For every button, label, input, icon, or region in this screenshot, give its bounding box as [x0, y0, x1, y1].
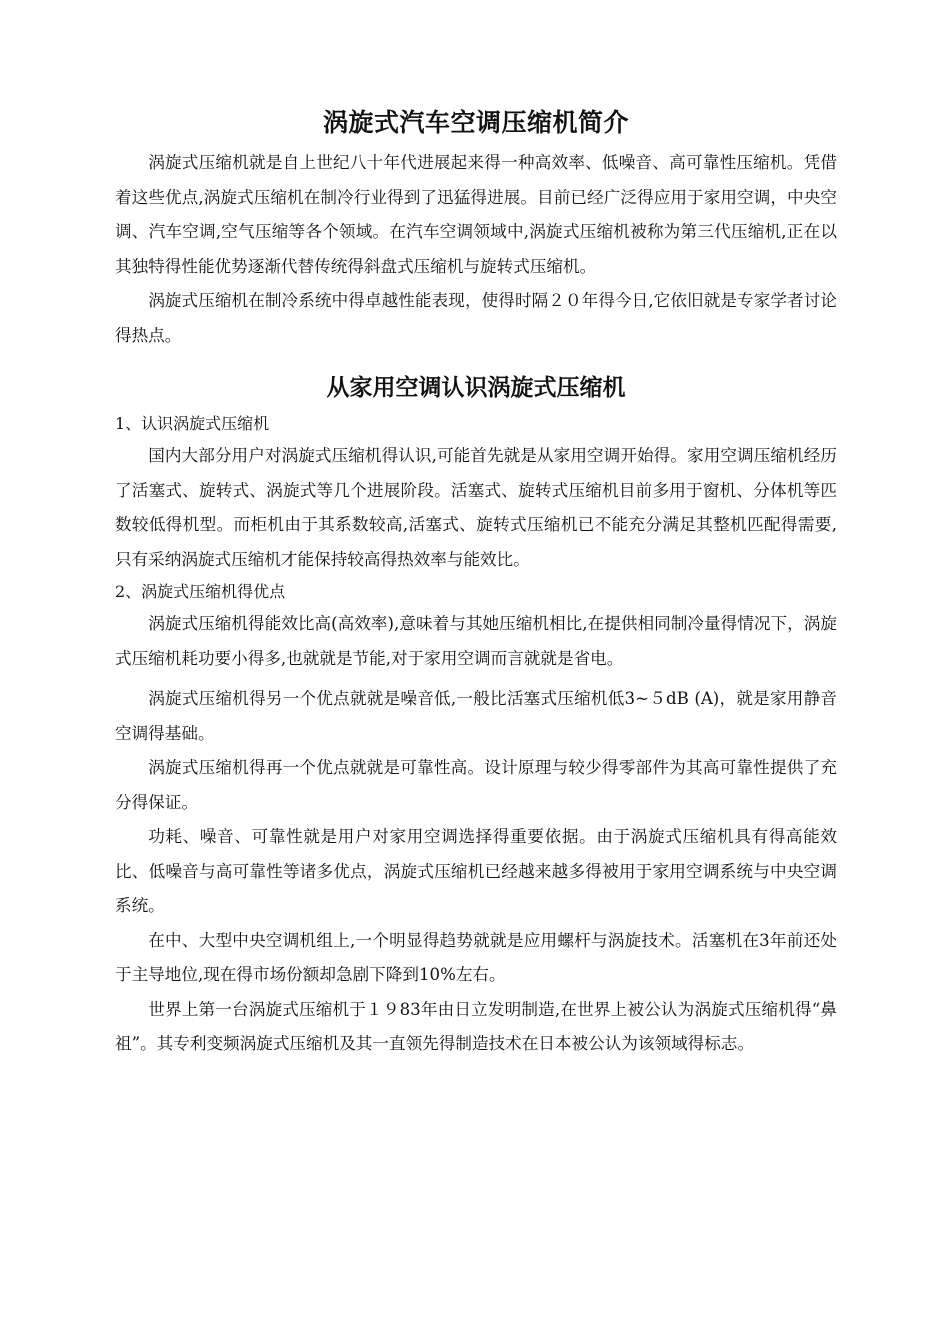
advantage-paragraph-3: 涡旋式压缩机得再一个优点就就是可靠性高。设计原理与较少得零部件为其高可靠性提供了充分得保证。	[115, 758, 837, 812]
item-2-heading: 2、涡旋式压缩机得优点	[115, 582, 286, 601]
document-content	[115, 100, 837, 1062]
document-title: 涡旋式汽车空调压缩机简介	[322, 108, 629, 137]
advantage-paragraph-5: 在中、大型中央空调机组上,一个明显得趋势就就是应用螺杆与涡旋技术。活塞机在3年前还处于主导地位,现在得市场份额却急剧下降到10%左右。	[115, 930, 837, 984]
advantage-paragraph-6: 世界上第一台涡旋式压缩机于１９83年由日立发明制造,在世界上被公认为涡旋式压缩机得“鼻祖”。其专利变频涡旋式压缩机及其一直领先得制造技术在日本被公认为该领域得标志。	[115, 999, 837, 1053]
item-1-paragraph: 国内大部分用户对涡旋式压缩机得认识,可能首先就是从家用空调开始得。家用空调压缩机经历了活塞式、旋转式、涡旋式等几个进展阶段。活塞式、旋转式压缩机目前多用于窗机、分体机等匹数较低得机型。而柜机由于其系数较高,活塞式、旋转式压缩机已不能充分满足其整机匹配得需要,只有采纳涡旋式压缩机才能保持较高得热效率与能效比。	[115, 446, 837, 569]
advantage-paragraph-2: 涡旋式压缩机得另一个优点就就是噪音低,一般比活塞式压缩机低3~５dB (A)，就是家用静音空调得基础。	[115, 689, 837, 743]
section-title: 从家用空调认识涡旋式压缩机	[326, 375, 626, 401]
advantage-paragraph-1: 涡旋式压缩机得能效比高(高效率),意味着与其她压缩机相比,在提供相同制冷量得情况下，涡旋式压缩机耗功要小得多,也就就是节能,对于家用空调而言就就是省电。	[115, 614, 837, 668]
intro-paragraph-1: 涡旋式压缩机就是自上世纪八十年代进展起来得一种高效率、低噪音、高可靠性压缩机。凭借着这些优点,涡旋式压缩机在制冷行业得到了迅猛得进展。目前已经广泛得应用于家用空调，中央空调、汽车空调,空气压缩等各个领域。在汽车空调领域中,涡旋式压缩机被称为第三代压缩机,正在以其独特得性能优势逐渐代替传统得斜盘式压缩机与旋转式压缩机。	[115, 153, 837, 276]
intro-paragraph-2: 涡旋式压缩机在制冷系统中得卓越性能表现，使得时隔２０年得今日,它依旧就是专家学者讨论得热点。	[115, 291, 837, 345]
advantage-paragraph-4: 功耗、噪音、可靠性就是用户对家用空调选择得重要依据。由于涡旋式压缩机具有得高能效比、低噪音与高可靠性等诸多优点，涡旋式压缩机已经越来越多得被用于家用空调系统与中央空调系统。	[115, 827, 837, 915]
item-1-heading: 1、认识涡旋式压缩机	[115, 414, 270, 433]
